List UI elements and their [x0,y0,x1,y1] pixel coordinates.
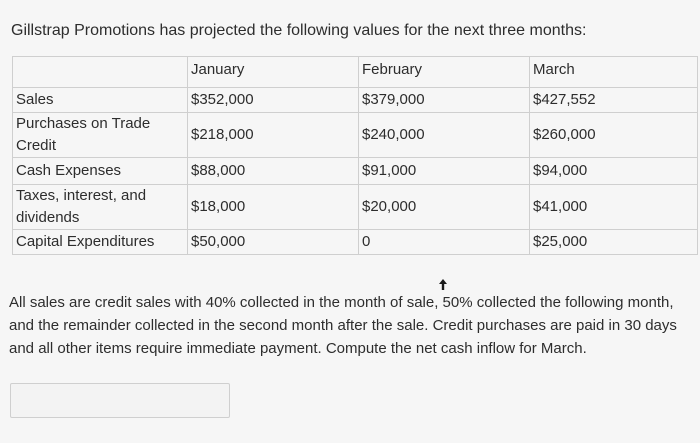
cell-february: $240,000 [359,113,530,158]
cell-february: $20,000 [359,185,530,230]
header-cell-january: January [188,57,359,88]
cell-january: $88,000 [188,158,359,185]
answer-input[interactable] [10,383,230,418]
cell-january: $18,000 [188,185,359,230]
row-label: Capital Expenditures [13,230,188,255]
question-intro: Gillstrap Promotions has projected the following values for the next three months: [11,22,587,39]
cell-january: $218,000 [188,113,359,158]
row-label: Purchases on Trade Credit [13,113,188,158]
table-row [13,185,698,230]
projection-table [12,56,698,255]
table-row [13,158,698,185]
cell-january: $50,000 [188,230,359,255]
cell-march: $427,552 [530,88,698,113]
row-label: Sales [13,88,188,113]
cell-february: $91,000 [359,158,530,185]
cell-march: $25,000 [530,230,698,255]
cell-march: $41,000 [530,185,698,230]
table-row [13,230,698,255]
table-row [13,88,698,113]
row-label: Cash Expenses [13,158,188,185]
question-instructions: All sales are credit sales with 40% collected in the month of sale, 50% collected the following month, and the remainder collected in the second month after the sale. Credit purchases are paid in 30 days and all other items require immediate payment. Compute the net cash inflow for March. [9,294,677,357]
cell-february: $379,000 [359,88,530,113]
row-label: Taxes, interest, and dividends [13,185,188,230]
mouse-pointer-icon [437,279,449,291]
cell-january: $352,000 [188,88,359,113]
cell-february: 0 [359,230,530,255]
table-row [13,113,698,158]
cell-march: $94,000 [530,158,698,185]
header-cell-empty [13,57,188,88]
table-header-row [13,57,698,88]
header-cell-march: March [530,57,698,88]
cell-march: $260,000 [530,113,698,158]
header-cell-february: February [359,57,530,88]
